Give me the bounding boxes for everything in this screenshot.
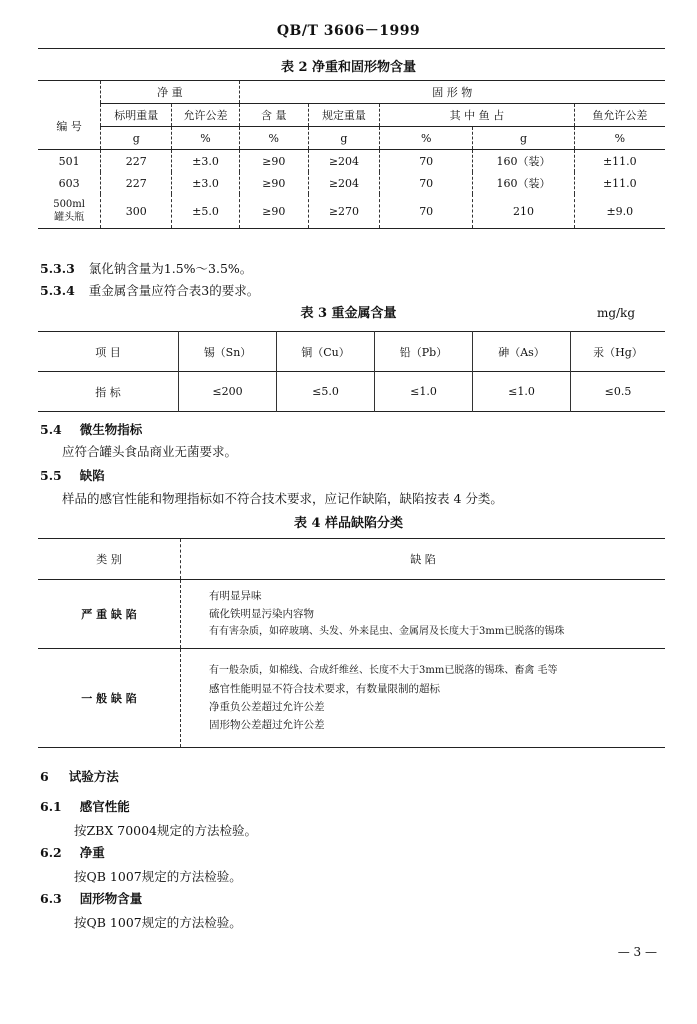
t2-unit-pct1: % — [172, 127, 239, 150]
t4-general-label: 一 般 缺 陷 — [38, 649, 181, 748]
t3-cell-cu: ≤5.0 — [277, 372, 375, 412]
t2-group-net: 净 重 — [101, 81, 239, 104]
t2-cell-g: 210 — [473, 194, 574, 229]
t3-col-cu: 铜（Cu） — [277, 332, 375, 372]
sec-54-num: 5.4 — [40, 422, 62, 437]
sec-54-text: 应符合罐头食品商业无菌要求。 — [62, 444, 238, 459]
t2-col-fish-group: 其 中 鱼 占 — [380, 104, 575, 127]
t4-general-item: 有一般杂质，如棉线、合成纤维丝、长度不大于3mm已脱落的锡珠、畜禽 毛等 — [209, 665, 558, 676]
t2-col-code: 编 号 — [38, 104, 101, 150]
sec-63-text: 按QB 1007规定的方法检验。 — [74, 915, 242, 930]
t2-empty — [38, 81, 101, 104]
t4-serious-items — [181, 580, 666, 649]
t4-serious-item: 有明显异味 — [209, 590, 262, 602]
t2-cell-spec: ≥270 — [308, 194, 379, 229]
t4-general-item: 感官性能明显不符合技术要求，有数量限制的超标 — [209, 683, 440, 695]
sec-62-title: 净重 — [79, 845, 105, 860]
t2-cell-fishtol: ±11.0 — [602, 176, 637, 190]
t4-col-type: 类 别 — [38, 539, 181, 580]
sec-55-title: 缺陷 — [79, 468, 105, 483]
t2-col-fish-tol: 鱼允许公差 — [574, 104, 665, 127]
t4-general-item: 固形物公差超过允许公差 — [209, 719, 325, 731]
t2-unit-g1: g — [101, 127, 172, 150]
page-number: — 3 — — [617, 945, 657, 959]
t4-serious-label: 严 重 缺 陷 — [38, 580, 181, 649]
t2-cell-nominal: 227 — [101, 172, 172, 194]
para-534-text: 重金属含量应符合表3的要求。 — [88, 283, 260, 298]
t3-cell-sn: ≤200 — [179, 372, 277, 412]
table2-caption: 表 2 净重和固形物含量 — [280, 60, 417, 75]
t2-cell-spec: ≥204 — [308, 172, 379, 194]
t3-col-item: 项 目 — [38, 332, 179, 372]
sec-6-num: 6 — [40, 769, 49, 784]
sec-54-title: 微生物指标 — [79, 422, 143, 437]
t2-unit-g2: g — [308, 127, 379, 150]
t3-col-as: 砷（As） — [473, 332, 571, 372]
sec-55-num: 5.5 — [40, 468, 62, 483]
t2-cell-content: ≥90 — [239, 150, 308, 173]
para-533-num: 5.3.3 — [40, 261, 75, 276]
table3-caption: 表 3 重金属含量 — [300, 306, 397, 321]
t2-cell-content: ≥90 — [239, 172, 308, 194]
t2-group-solid: 固 形 物 — [239, 81, 665, 104]
table4-defect-classification — [38, 538, 665, 748]
t2-cell-nominal: 300 — [101, 194, 172, 229]
t2-unit-g3: g — [473, 127, 574, 150]
t4-general-item: 净重负公差超过允许公差 — [209, 701, 325, 713]
sec-61-num: 6.1 — [40, 799, 62, 814]
t2-cell-pct: 70 — [380, 172, 473, 194]
t2-cell-fishtol: ±11.0 — [602, 154, 637, 168]
t2-unit-pct4: % — [614, 131, 626, 145]
t4-serious-item: 有有害杂质，如碎玻璃、头发、外来昆虫、金属屑及长度大于3mm已脱落的锡珠 — [209, 626, 565, 637]
t2-col-content: 含 量 — [239, 104, 308, 127]
header-rule — [38, 48, 665, 49]
t2-cell-tol: ±5.0 — [172, 194, 239, 229]
sec-63-num: 6.3 — [40, 891, 62, 906]
table3-heavy-metals — [38, 331, 665, 412]
sec-54-heading — [40, 420, 142, 438]
t3-cell-as: ≤1.0 — [473, 372, 571, 412]
t4-general-items — [181, 649, 666, 748]
sec-61-title: 感官性能 — [79, 799, 130, 814]
sec-55-text: 样品的感官性能和物理指标如不符合技术要求，应记作缺陷，缺陷按表 4 分类。 — [62, 491, 503, 506]
t2-col-tolerance: 允许公差 — [172, 104, 239, 127]
standard-header: QB/T 3606－1999 — [276, 23, 421, 39]
t2-cell-code: 500ml 罐头瓶 — [38, 194, 101, 229]
t2-cell-tol: ±3.0 — [172, 172, 239, 194]
sec-61-text: 按ZBX 70004规定的方法检验。 — [74, 823, 258, 838]
t2-unit-pct3: % — [380, 127, 473, 150]
t2-unit-pct2: % — [239, 127, 308, 150]
t2-cell-g: 160（装） — [473, 150, 574, 173]
para-534 — [40, 281, 259, 299]
t2-cell-code: 603 — [38, 172, 101, 194]
t2-cell-pct: 70 — [380, 150, 473, 173]
t2-cell-fishtol: ±9.0 — [606, 204, 634, 218]
t2-col-nominal: 标明重量 — [101, 104, 172, 127]
t2-col-spec: 规定重量 — [308, 104, 379, 127]
t3-cell-hg: ≤0.5 — [604, 385, 632, 398]
sec-6-heading — [40, 767, 119, 785]
t2-cell-g: 160（装） — [473, 172, 574, 194]
sec-62-heading — [40, 843, 105, 861]
t2-cell-code: 501 — [38, 150, 101, 173]
sec-63-title: 固形物含量 — [79, 891, 143, 906]
t2-cell-tol: ±3.0 — [172, 150, 239, 173]
t4-col-defect: 缺 陷 — [410, 553, 436, 566]
sec-62-text: 按QB 1007规定的方法检验。 — [74, 869, 242, 884]
table2-net-weight-solids — [38, 80, 665, 229]
table3-unit: mg/kg — [596, 306, 635, 320]
t2-cell-pct: 70 — [380, 194, 473, 229]
t3-row-label: 指 标 — [38, 372, 179, 412]
t2-cell-nominal: 227 — [101, 150, 172, 173]
sec-6-title: 试验方法 — [68, 769, 119, 784]
sec-61-heading — [40, 797, 130, 815]
para-534-num: 5.3.4 — [40, 283, 75, 298]
sec-55-heading — [40, 466, 105, 484]
t3-col-hg: 汞（Hg） — [593, 345, 643, 359]
t4-serious-item: 硫化铁明显污染内容物 — [209, 608, 314, 620]
sec-62-num: 6.2 — [40, 845, 62, 860]
table4-caption: 表 4 样品缺陷分类 — [293, 516, 404, 531]
t3-cell-pb: ≤1.0 — [375, 372, 473, 412]
para-533-text: 氯化钠含量为1.5%～3.5%。 — [88, 261, 253, 276]
sec-63-heading — [40, 889, 142, 907]
para-533 — [40, 259, 252, 277]
t3-col-pb: 铅（Pb） — [375, 332, 473, 372]
t3-col-sn: 锡（Sn） — [179, 332, 277, 372]
t2-cell-content: ≥90 — [239, 194, 308, 229]
t2-cell-spec: ≥204 — [308, 150, 379, 173]
